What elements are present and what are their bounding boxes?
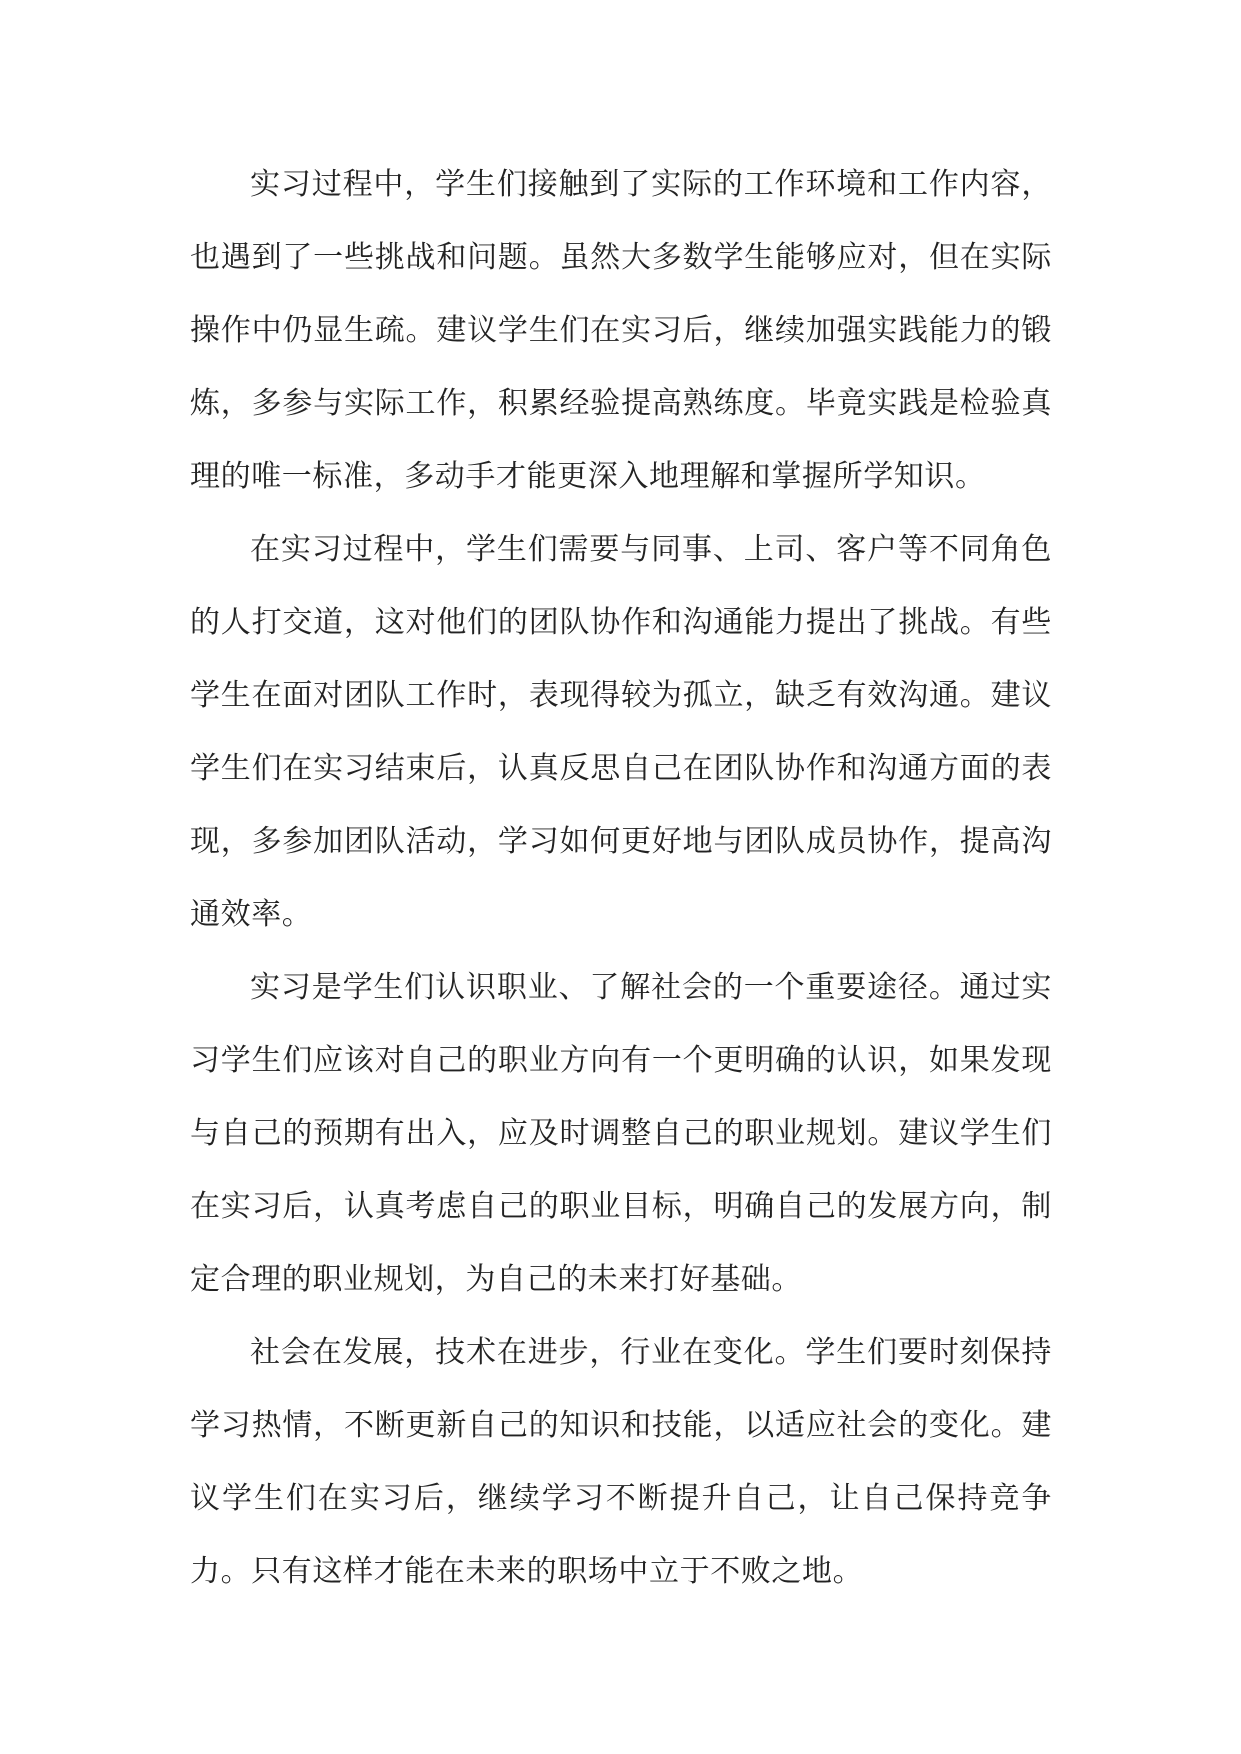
paragraph-teamwork: 在实习过程中，学生们需要与同事、上司、客户等不同角色的人打交道，这对他们的团队协作和沟通能力提出了挑战。有些学生在面对团队工作时，表现得较为孤立，缺乏有效沟通。建议学生们在实习结束后，认真反思自己在团队协作和沟通方面的表现，多参加团队活动，学习如何更好地与团队成员协作，提高沟通效率。 <box>190 532 1052 932</box>
paragraph-practice-skills: 实习过程中，学生们接触到了实际的工作环境和工作内容，也遇到了一些挑战和问题。虽然大多数学生能够应对，但在实际操作中仍显生疏。建议学生们在实习后，继续加强实践能力的锻炼，多参与实际工作，积累经验提高熟练度。毕竟实践是检验真理的唯一标准，多动手才能更深入地理解和掌握所学知识。 <box>190 167 1052 494</box>
document-body <box>190 148 1052 1608</box>
paragraph-continuous-learning: 社会在发展，技术在进步，行业在变化。学生们要时刻保持学习热情，不断更新自己的知识和技能，以适应社会的变化。建议学生们在实习后，继续学习不断提升自己，让自己保持竞争力。只有这样才能在未来的职场中立于不败之地。 <box>190 1335 1052 1589</box>
paragraph-career-planning: 实习是学生们认识职业、了解社会的一个重要途径。通过实习学生们应该对自己的职业方向有一个更明确的认识，如果发现与自己的预期有出入，应及时调整自己的职业规划。建议学生们在实习后，认真考虑自己的职业目标，明确自己的发展方向，制定合理的职业规划，为自己的未来打好基础。 <box>190 970 1052 1297</box>
